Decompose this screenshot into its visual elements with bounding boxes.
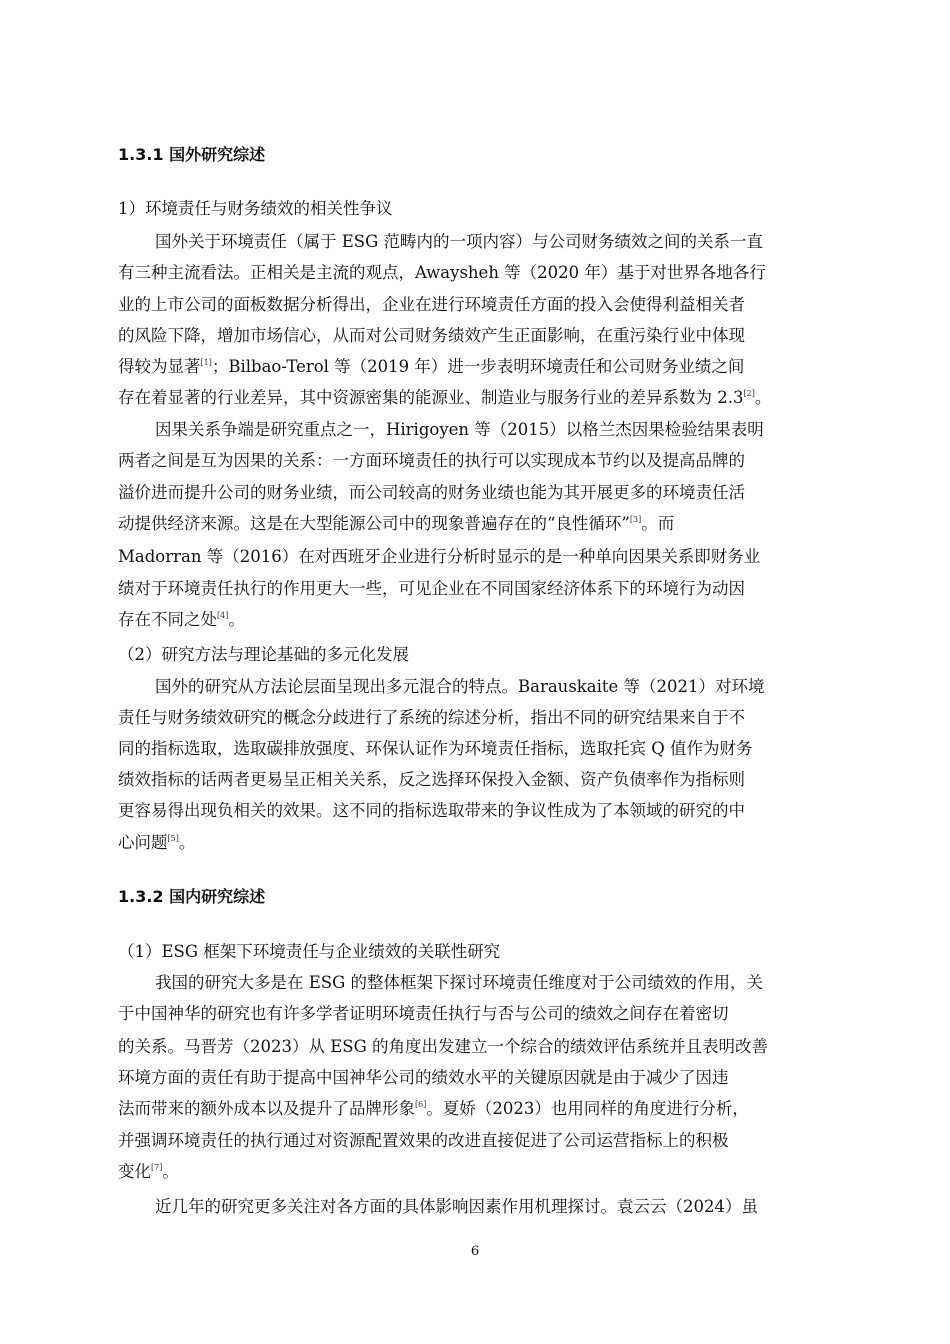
paragraph-line: 国外的研究从方法论层面呈现出多元混合的特点。Barauskaite 等（2021）对环境 (155, 677, 765, 696)
citation-1: [1] (200, 358, 212, 367)
paragraph-line: 环境方面的责任有助于提高中国神华公司的绩效水平的关键原因就是由于减少了因违 (118, 1068, 729, 1087)
paragraph-line: 两者之间是互为因果的关系：一方面环境责任的执行可以实现成本节约以及提高品牌的 (118, 451, 745, 470)
paragraph-line: 同的指标选取，选取碳排放强度、环保认证作为环境责任指标，选取托宾 Q 值作为财务 (118, 739, 753, 758)
paragraph-line: 于中国神华的研究也有许多学者证明环境责任执行与否与公司的绩效之间存在着密切 (118, 1004, 729, 1023)
text-run: 。 (228, 610, 245, 629)
paragraph-line: 绩对于环境责任执行的作用更大一些，可见企业在不同国家经济体系下的环境行为动因 (118, 579, 745, 598)
text-run: ；Bilbao-Terol 等（2019 年）进一步表明环境责任和公司财务业绩之间 (211, 357, 745, 376)
citation-6: [6] (415, 1100, 427, 1109)
paragraph-line (118, 608, 245, 632)
citation-3: [3] (629, 515, 642, 524)
paragraph-line: 绩效指标的话两者更易呈正相关关系，反之选择环保投入金额、资产负债率作为指标则 (118, 770, 745, 789)
citation-2: [2] (743, 389, 755, 398)
paragraph-line: 的关系。马晋芳（2023）从 ESG 的角度出发建立一个综合的绩效评估系统并且表明改善 (118, 1037, 769, 1056)
paragraph-line (118, 1160, 179, 1184)
text-run: 。 (754, 388, 772, 407)
paragraph-line: 因果关系争端是研究重点之一，Hirigoyen 等（2015）以格兰杰因果检验结果表明 (155, 420, 764, 439)
paragraph-line: 近几年的研究更多关注对各方面的具体影响因素作用机理探讨。袁云云（2024）虽 (155, 1197, 758, 1216)
citation-4: [4] (217, 611, 229, 620)
text-run: 存在着显著的行业差异，其中资源密集的能源业、制造业与服务行业的差异系数为 2.3 (118, 388, 744, 407)
citation-7: [7] (151, 1163, 163, 1172)
paragraph-line: 业的上市公司的面板数据分析得出，企业在进行环境责任方面的投入会使得利益相关者 (118, 295, 745, 314)
paragraph-line (118, 355, 744, 379)
paragraph-line: 的风险下降，增加市场信心，从而对公司财务绩效产生正面影响，在重污染行业中体现 (118, 326, 745, 345)
text-run: 。而 (641, 514, 675, 533)
paragraph-line: 有三种主流看法。正相关是主流的观点，Awaysheh 等（2020 年）基于对世界各地各行 (118, 263, 766, 282)
text-run: 。 (162, 1162, 179, 1181)
paragraph-line (118, 512, 674, 536)
text-run: 得较为显著 (118, 357, 201, 376)
text-run: 动提供经济来源。这是在大型能源公司中的现象普遍存在的“良性循环” (118, 514, 630, 533)
text-run: 。 (178, 833, 196, 852)
text-run: 变化 (118, 1162, 151, 1181)
paragraph-line: 溢价进而提升公司的财务业绩，而公司较高的财务业绩也能为其开展更多的环境责任活 (118, 483, 745, 502)
text-run: 。夏娇（2023）也用同样的角度进行分析， (426, 1099, 749, 1118)
section-heading-1-3-1: 1.3.1 国外研究综述 (118, 145, 266, 164)
subsection-heading-2: （2）研究方法与理论基础的多元化发展 (118, 645, 409, 664)
page-number: 6 (470, 1244, 480, 1259)
paragraph-line (118, 1097, 749, 1121)
citation-5: [5] (167, 834, 179, 843)
paragraph-line (118, 386, 771, 410)
subsection-heading-1: 1）环境责任与财务绩效的相关性争议 (118, 199, 393, 218)
paragraph-line: 责任与财务绩效研究的概念分歧进行了系统的综述分析，指出不同的研究结果来自于不 (118, 708, 745, 727)
text-run: 法而带来的额外成本以及提升了品牌形象 (118, 1099, 415, 1118)
paragraph-line: 我国的研究大多是在 ESG 的整体框架下探讨环境责任维度对于公司绩效的作用，关 (155, 973, 764, 992)
text-run: 存在不同之处 (118, 610, 217, 629)
paragraph-line: 国外关于环境责任（属于 ESG 范畴内的一项内容）与公司财务绩效之间的关系一直 (155, 232, 764, 251)
section-heading-1-3-2: 1.3.2 国内研究综述 (118, 887, 266, 906)
paragraph-line: Madorran 等（2016）在对西班牙企业进行分析时显示的是一种单向因果关系即财务业 (118, 547, 761, 566)
text-run: 心问题 (118, 833, 168, 852)
subsection-heading-3: （1）ESG 框架下环境责任与企业绩效的关联性研究 (118, 942, 501, 961)
paragraph-line: 更容易得出现负相关的效果。这不同的指标选取带来的争议性成为了本领域的研究的中 (118, 801, 745, 820)
paragraph-line (118, 831, 195, 855)
paragraph-line: 并强调环境责任的执行通过对资源配置效果的改进直接促进了公司运营指标上的积极 (118, 1131, 729, 1150)
